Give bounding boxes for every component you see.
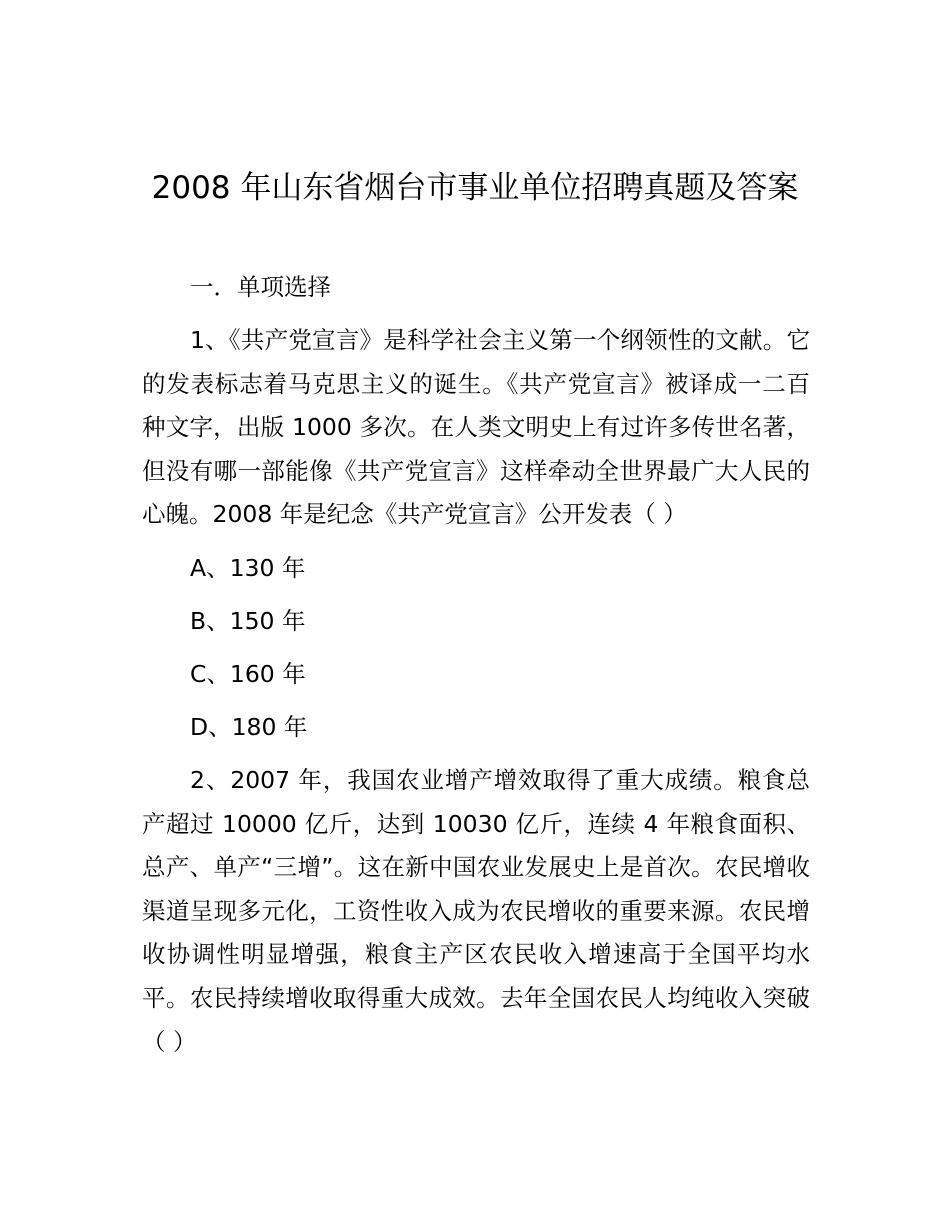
question-1-option-c: C、160 年 <box>190 659 306 688</box>
question-1-option-a: A、130 年 <box>190 553 306 582</box>
question-1-option-b: B、150 年 <box>190 606 306 635</box>
question-1-text: 1、《共产党宣言》是科学社会主义第一个纲领性的文献。它的发表标志着马克思主义的诞生。《共产党宣言》被译成一二百种文字，出版 1000 多次。在人类文明史上有过许多传世名著，但没有哪一部能像《共产党宣言》这样牵动全世界最广大人民的心魄。2008 年是纪念《共产党宣言》公开发表（ ） <box>142 326 810 529</box>
document-title: 2008 年山东省烟台市事业单位招聘真题及答案 <box>151 170 799 206</box>
document-body <box>142 266 810 1074</box>
section-heading: 一．单项选择 <box>190 273 331 301</box>
question-2-text: 2、2007 年，我国农业增产增效取得了重大成绩。粮食总产超过 10000 亿斤，达到 10030 亿斤，连续 4 年粮食面积、总产、单产“三增”。这在新中国农业发展史上是首次。农民增收渠道呈现多元化，工资性收入成为农民增收的重要来源。农民增收协调性明显增强，粮食主产区农民收入增速高于全国平均水平。农民持续增收取得重大成效。去年全国农民人均纯收入突破（ ） <box>142 765 810 1056</box>
question-1-option-d: D、180 年 <box>190 712 308 741</box>
